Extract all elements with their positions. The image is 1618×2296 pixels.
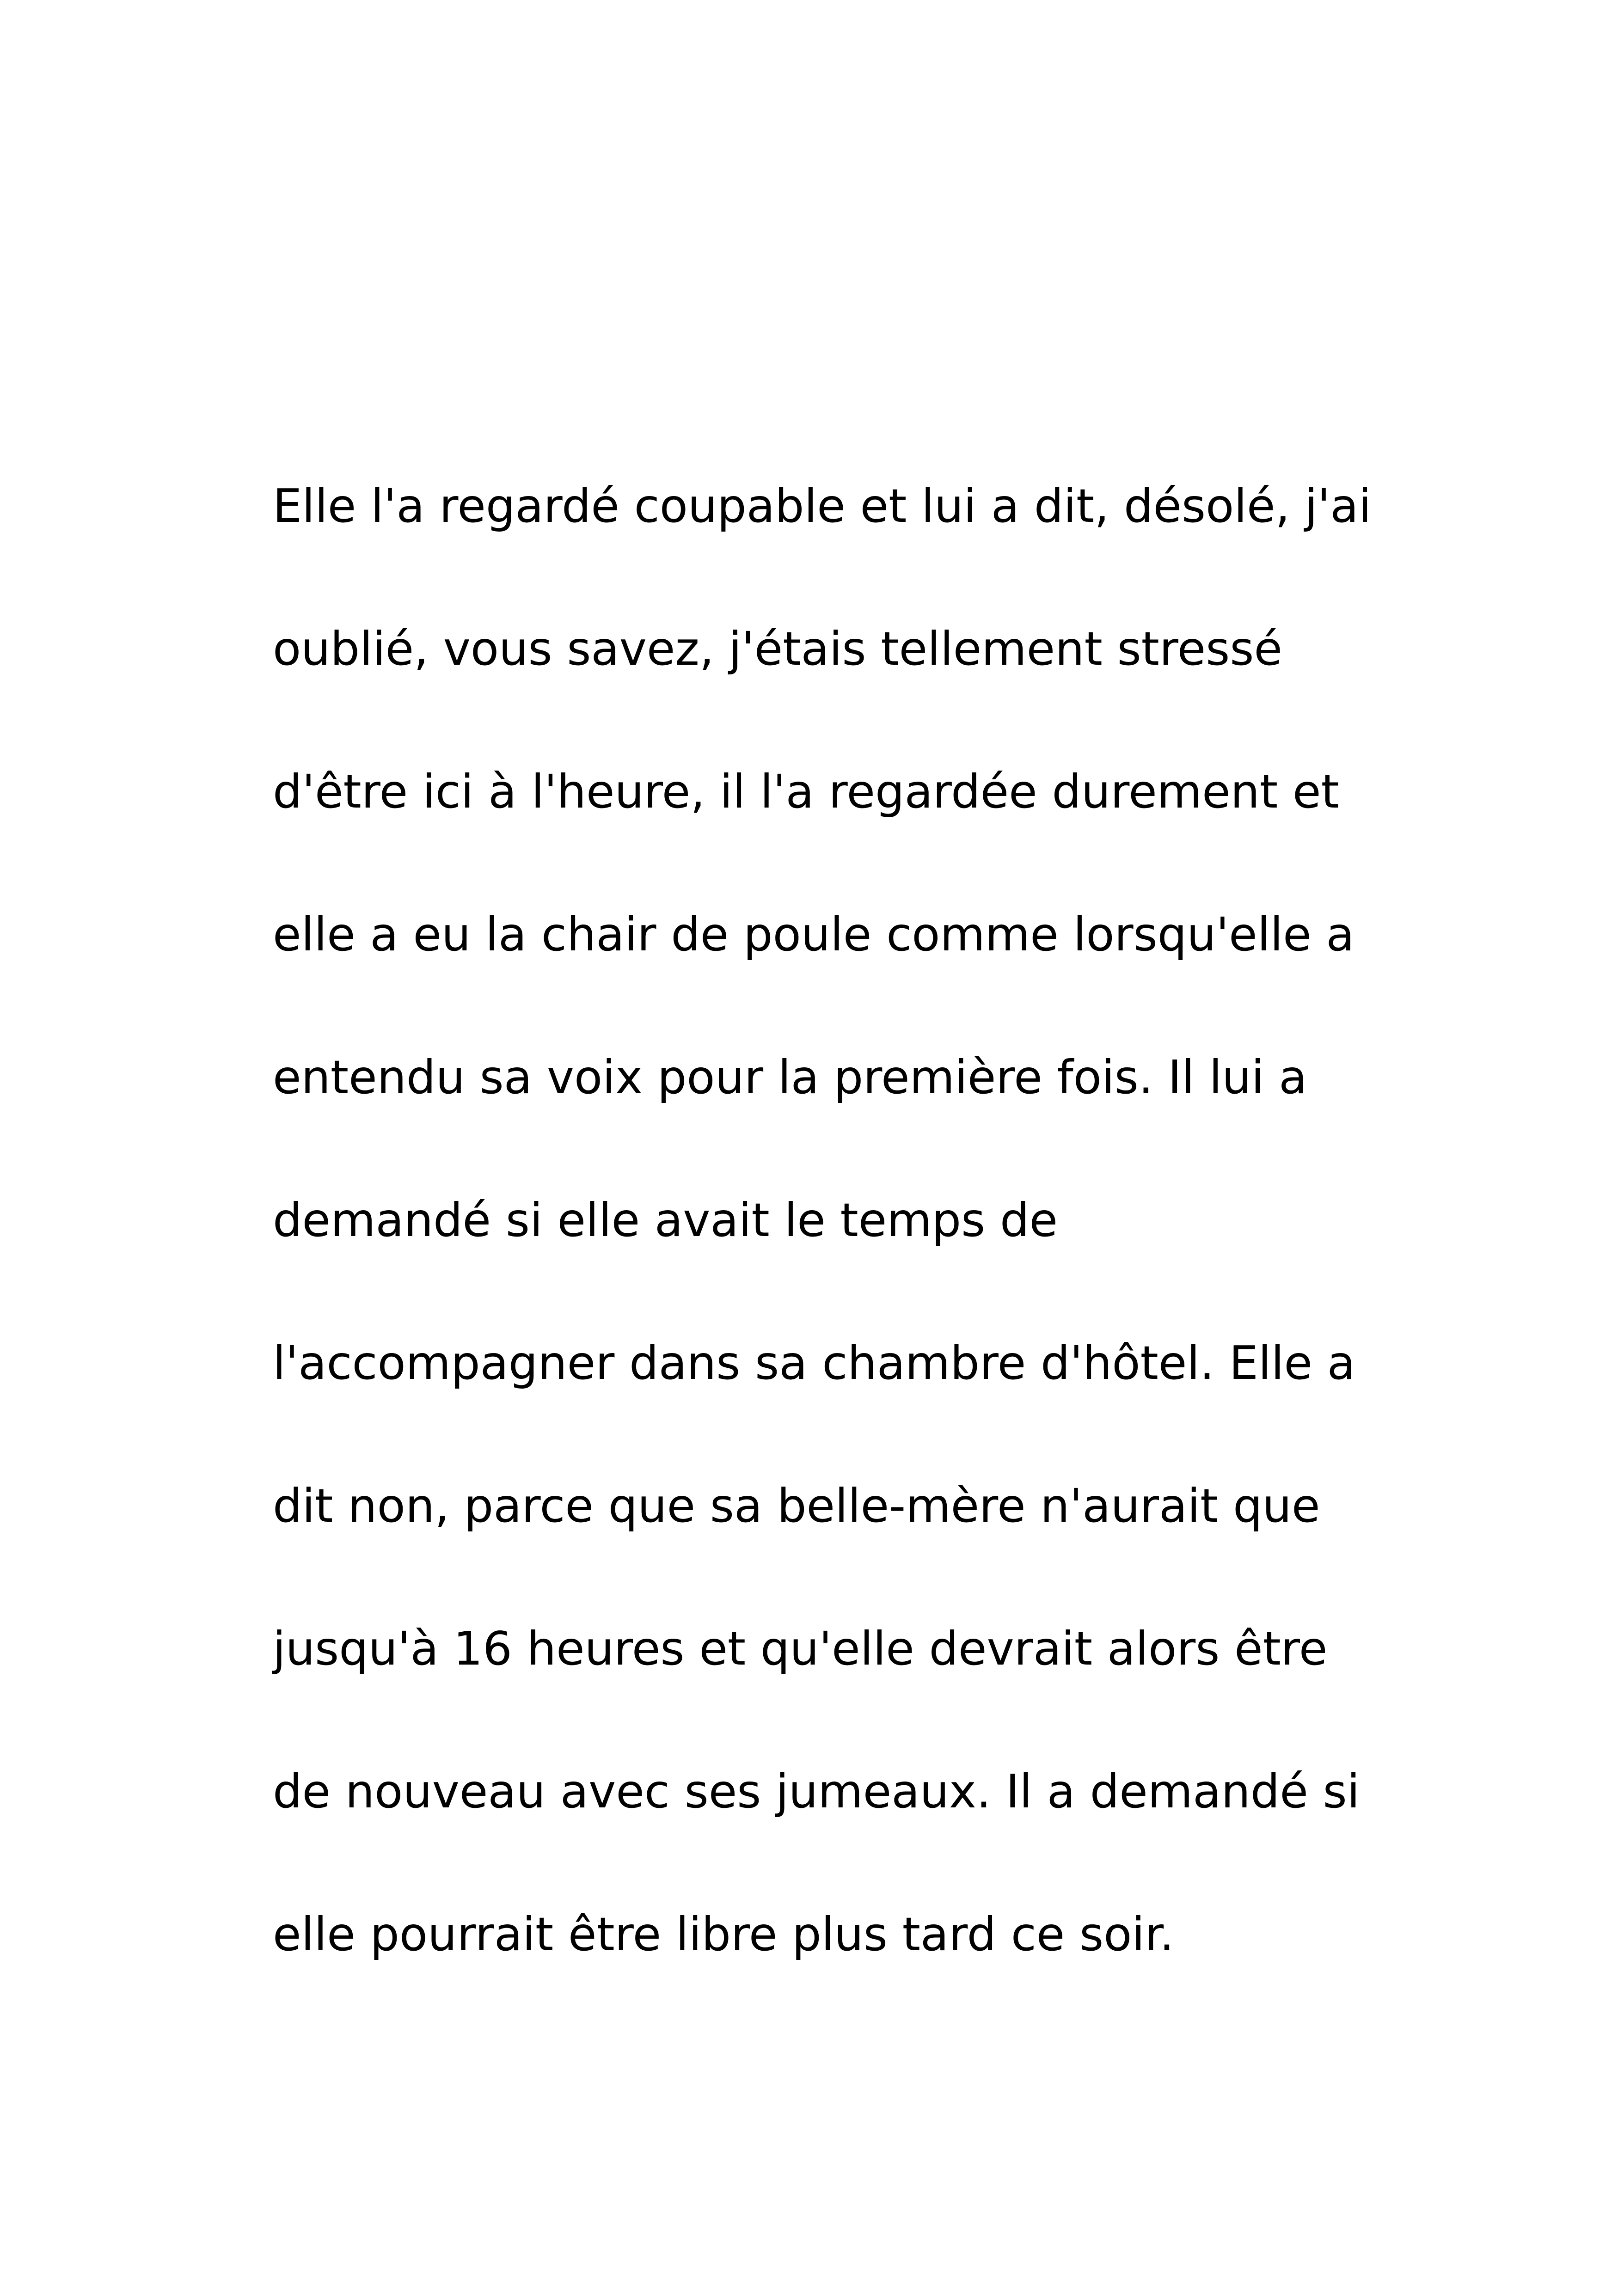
text-line-6: demandé si elle avait le temps de [273,1193,1058,1247]
text-line-10: de nouveau avec ses jumeaux. Il a demandé si [273,1764,1360,1818]
text-line-11: elle pourrait être libre plus tard ce soir. [273,1907,1174,1961]
text-line-4: elle a eu la chair de poule comme lorsqu'elle a [273,907,1354,961]
text-line-2: oublié, vous savez, j'étais tellement stressé [273,622,1283,676]
body-text [273,435,1382,2006]
text-line-3: d'être ici à l'heure, il l'a regardée durement et [273,765,1339,819]
text-line-9: jusqu'à 16 heures et qu'elle devrait alors être [273,1622,1328,1676]
text-line-7: l'accompagner dans sa chambre d'hôtel. Elle a [273,1336,1356,1390]
text-line-8: dit non, parce que sa belle-mère n'aurait que [273,1479,1320,1533]
text-line-5: entendu sa voix pour la première fois. Il lui a [273,1050,1307,1104]
text-line-1: Elle l'a regardé coupable et lui a dit, désolé, j'ai [273,479,1372,533]
